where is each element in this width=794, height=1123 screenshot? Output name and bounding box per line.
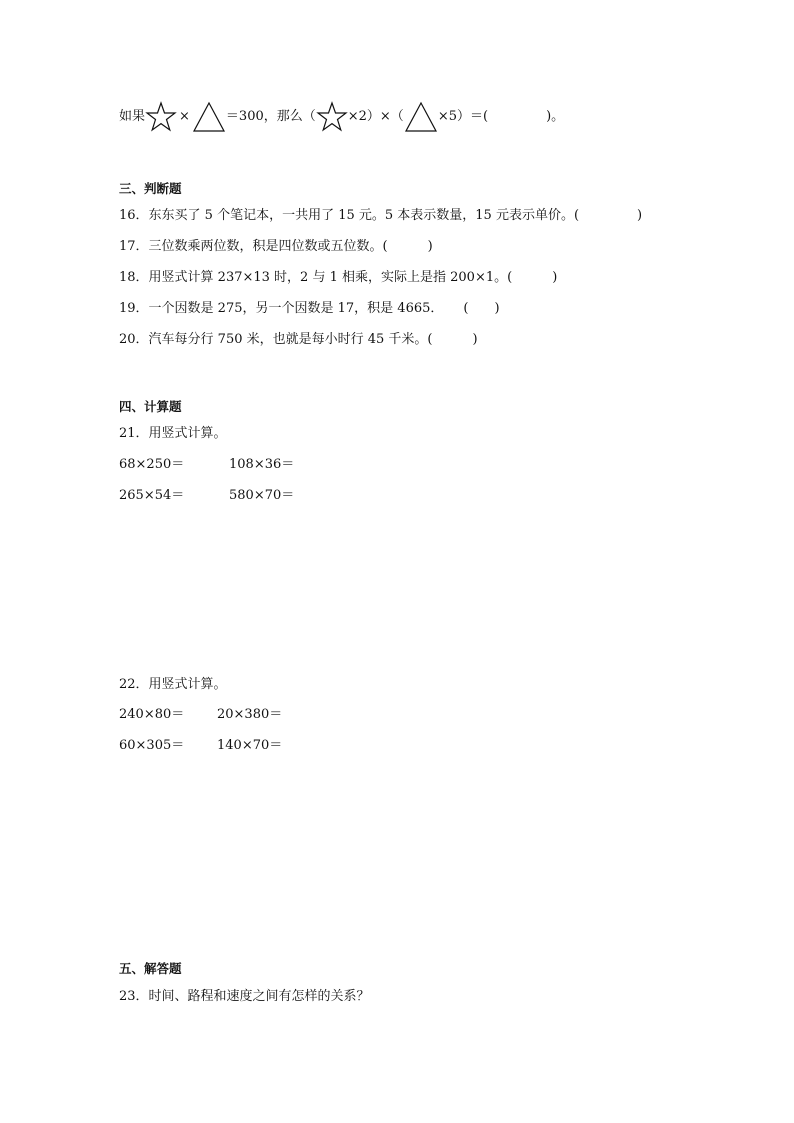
question-17 [119, 238, 433, 256]
question-text: 20．汽车每分行 750 米，也就是每小时行 45 千米。( [119, 332, 433, 347]
close-paren: ) [427, 239, 433, 254]
section-5-title: 五、解答题 [119, 961, 182, 976]
close-paren: ) [637, 208, 643, 223]
question-text: 16．东东买了 5 个笔记本，一共用了 15 元。5 本表示数量，15 元表示单价。( [119, 208, 580, 223]
calc-expression: 108×36＝ [229, 457, 295, 472]
question-21-prompt: 21．用竖式计算。 [119, 426, 227, 441]
calc-expression: 265×54＝ [119, 488, 185, 503]
close-paren: ) [494, 301, 500, 316]
question-20 [119, 331, 478, 349]
calc-expression: 68×250＝ [119, 457, 185, 472]
close-paren: ) [552, 270, 558, 285]
section-3-title: 三、判断题 [119, 181, 182, 196]
question-23: 23．时间、路程和速度之间有怎样的关系？ [119, 989, 370, 1004]
triangle-icon [404, 101, 438, 133]
question-19 [119, 300, 500, 318]
close-paren: ) [472, 332, 478, 347]
star-icon [316, 101, 348, 133]
triangle-icon [192, 101, 226, 133]
calc-expression: 20×380＝ [217, 707, 283, 722]
question-16 [119, 207, 642, 225]
q15-eq300: ＝300，那么（ [225, 109, 316, 124]
open-paren: ( [463, 301, 469, 316]
calc-expression: 240×80＝ [119, 707, 185, 722]
q15-prefix: 如果 [119, 109, 146, 124]
calc-expression: 140×70＝ [217, 738, 283, 753]
question-22-prompt: 22．用竖式计算。 [119, 677, 227, 692]
question-15-expression [119, 99, 564, 135]
star-icon [145, 101, 177, 133]
section-4-title: 四、计算题 [119, 399, 182, 414]
question-text: 18．用竖式计算 237×13 时，2 与 1 相乘，实际上是指 200×1。( [119, 270, 513, 285]
q15-times: × [179, 109, 190, 124]
calc-expression: 580×70＝ [229, 488, 295, 503]
question-text: 19．一个因数是 275，另一个因数是 17，积是 4665． [119, 301, 444, 316]
q15-x5: ×5）＝( [437, 109, 489, 124]
q15-close: )。 [546, 109, 565, 124]
q15-x2: ×2）×（ [347, 109, 404, 124]
question-text: 17．三位数乘两位数，积是四位数或五位数。( [119, 239, 388, 254]
question-18 [119, 269, 557, 287]
calc-expression: 60×305＝ [119, 738, 185, 753]
